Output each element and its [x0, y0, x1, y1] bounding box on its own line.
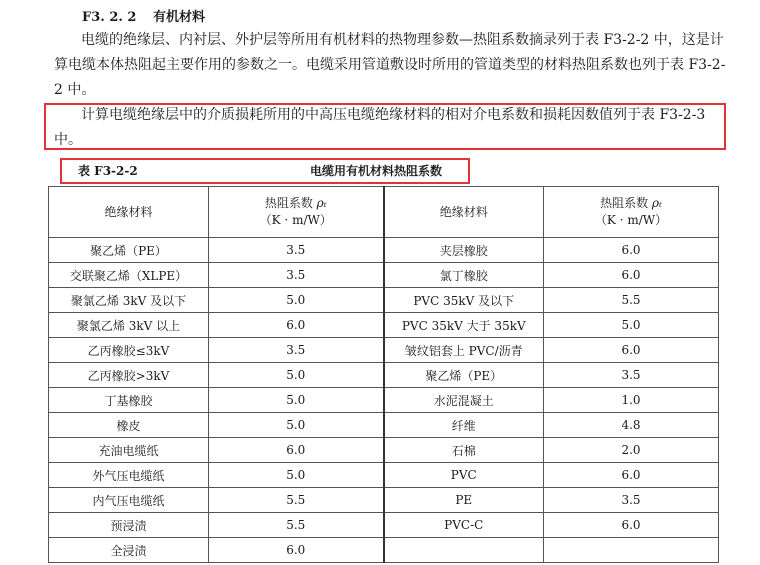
table-row [49, 438, 719, 463]
table-row [49, 488, 719, 513]
cell-left-material: 乙丙橡胶>3kV [49, 363, 209, 388]
paragraph-2: 计算电缆绝缘层中的介质损耗所用的中高压电缆绝缘材料的相对介电系数和损耗因数值列于表 F3-2-3 中。 [54, 107, 706, 148]
cell-left-material: 聚氯乙烯 3kV 以上 [49, 313, 209, 338]
cell-right-material: 纤维 [384, 413, 544, 438]
cell-right-value: 6.0 [544, 263, 719, 288]
header-material-left: 绝缘材料 [49, 187, 209, 238]
cell-left-value: 5.5 [209, 488, 384, 513]
header-coef-label: 热阻系数 [600, 196, 652, 210]
cell-left-material: 聚乙烯（PE） [49, 238, 209, 263]
cell-left-value: 5.0 [209, 288, 384, 313]
cell-right-value [544, 538, 719, 563]
table-title: 电缆用有机材料热阻系数 [310, 164, 443, 178]
cell-right-material: 石棉 [384, 438, 544, 463]
table-row [49, 463, 719, 488]
cell-right-material: 聚乙烯（PE） [384, 363, 544, 388]
cell-left-value: 6.0 [209, 438, 384, 463]
cell-left-material: 乙丙橡胶≤3kV [49, 338, 209, 363]
cell-right-material: 皱纹铝套上 PVC/沥青 [384, 338, 544, 363]
cell-left-value: 6.0 [209, 538, 384, 563]
cell-right-material: PVC [384, 463, 544, 488]
cell-left-material: 外气压电缆纸 [49, 463, 209, 488]
cell-right-value: 6.0 [544, 463, 719, 488]
cell-left-value: 5.0 [209, 363, 384, 388]
cell-left-material: 橡皮 [49, 413, 209, 438]
cell-left-value: 5.0 [209, 388, 384, 413]
section-number: F3. 2. 2 [82, 10, 137, 25]
paragraph-1: 电缆的绝缘层、内衬层、外护层等所用有机材料的热物理参数—热阻系数摘录列于表 F3-2-2 中，这是计算电缆本体热阻起主要作用的参数之一。电缆采用管道敷设时所用的管道类型的材料热阻系数也列于表 F3-2-2 中。 [54, 32, 726, 98]
table-row [49, 363, 719, 388]
cell-right-value: 3.5 [544, 488, 719, 513]
table-row [49, 513, 719, 538]
cell-right-material: PVC 35kV 大于 35kV [384, 313, 544, 338]
rho-symbol: ρₜ [651, 196, 662, 210]
header-coef-unit: （K · m/W） [594, 213, 668, 227]
table-row [49, 288, 719, 313]
cell-left-material: 内气压电缆纸 [49, 488, 209, 513]
cell-right-material: PE [384, 488, 544, 513]
cell-right-value: 3.5 [544, 363, 719, 388]
thermal-resistivity-table [48, 186, 719, 563]
cell-left-value: 5.5 [209, 513, 384, 538]
header-coef-unit: （K · m/W） [259, 213, 332, 227]
cell-right-material: 夹层橡胶 [384, 238, 544, 263]
cell-left-value: 6.0 [209, 313, 384, 338]
rho-symbol: ρₜ [316, 196, 327, 210]
cell-right-value: 5.0 [544, 313, 719, 338]
cell-right-material: PVC 35kV 及以下 [384, 288, 544, 313]
table-row [49, 238, 719, 263]
cell-right-material: 水泥混凝土 [384, 388, 544, 413]
cell-right-value: 6.0 [544, 238, 719, 263]
cell-right-material [384, 538, 544, 563]
table-row [49, 338, 719, 363]
cell-left-material: 聚氯乙烯 3kV 及以下 [49, 288, 209, 313]
table-row [49, 313, 719, 338]
table-row [49, 388, 719, 413]
cell-left-value: 5.0 [209, 463, 384, 488]
table-number: 表 F3-2-2 [78, 164, 138, 178]
cell-right-value: 5.5 [544, 288, 719, 313]
cell-right-material: 氯丁橡胶 [384, 263, 544, 288]
table-row [49, 413, 719, 438]
header-coef-label: 热阻系数 [264, 196, 317, 210]
cell-left-material: 全浸渍 [49, 538, 209, 563]
header-material-right: 绝缘材料 [384, 187, 544, 238]
section-title: 有机材料 [153, 10, 206, 25]
cell-left-material: 充油电缆纸 [49, 438, 209, 463]
cell-left-value: 3.5 [209, 338, 384, 363]
cell-left-value: 5.0 [209, 413, 384, 438]
section-heading [82, 6, 205, 25]
cell-right-value: 6.0 [544, 513, 719, 538]
header-coef-left [209, 187, 384, 238]
table-caption [78, 162, 468, 180]
cell-right-value: 4.8 [544, 413, 719, 438]
cell-right-value: 6.0 [544, 338, 719, 363]
cell-left-material: 丁基橡胶 [49, 388, 209, 413]
table-header-row [49, 187, 719, 238]
cell-left-material: 交联聚乙烯（XLPE） [49, 263, 209, 288]
table-row [49, 538, 719, 563]
cell-left-value: 3.5 [209, 238, 384, 263]
cell-left-value: 3.5 [209, 263, 384, 288]
header-coef-right [544, 187, 719, 238]
cell-left-material: 预浸渍 [49, 513, 209, 538]
table-row [49, 263, 719, 288]
cell-right-value: 1.0 [544, 388, 719, 413]
cell-right-material: PVC-C [384, 513, 544, 538]
cell-right-value: 2.0 [544, 438, 719, 463]
